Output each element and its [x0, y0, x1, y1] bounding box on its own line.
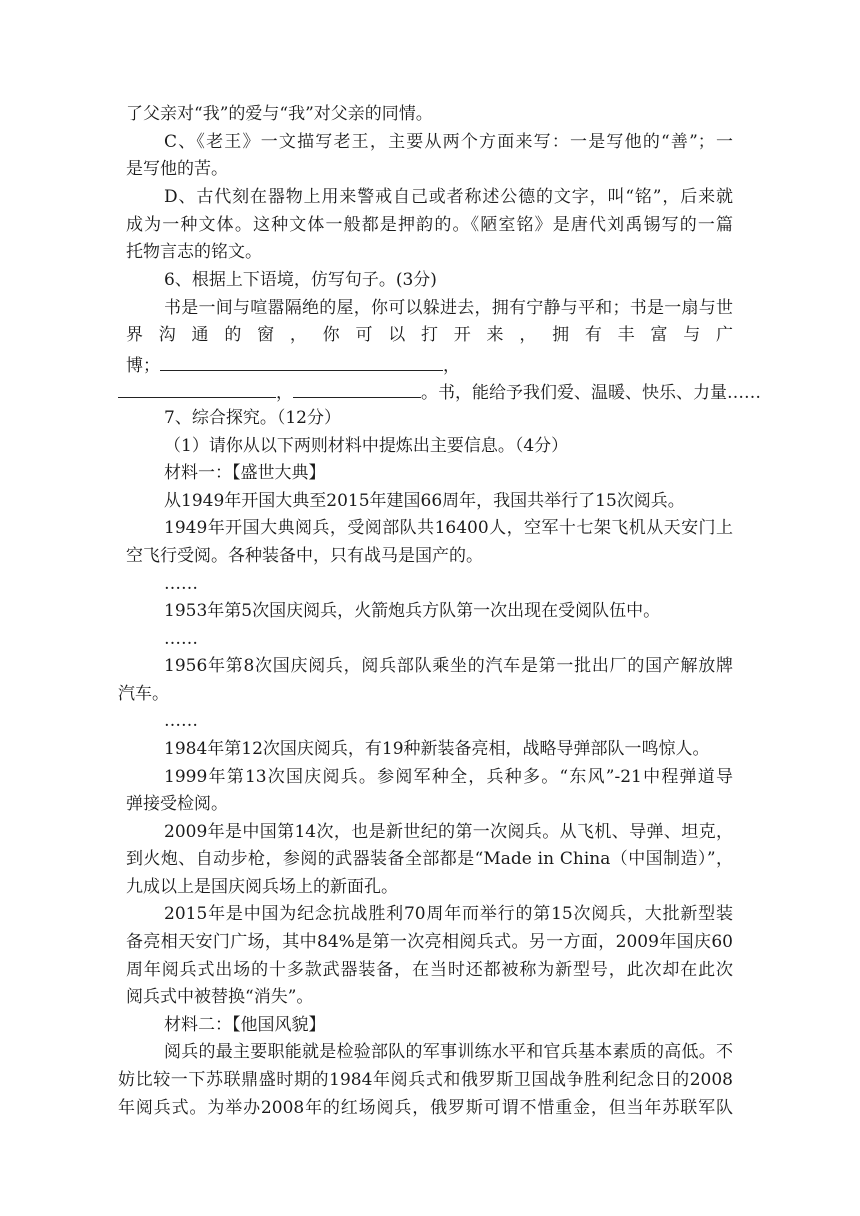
text-line: 是写他的苦。 [126, 159, 228, 179]
question-6-prompt: 界沟通的窗，你可以打开来，拥有丰富与广 [126, 325, 733, 345]
text-line: 九成以上是国庆阅兵场上的新面孔。 [126, 877, 398, 897]
question-7-sub1: （1）请你从以下两则材料中提炼出主要信息。（4分） [164, 436, 569, 456]
text-line: 阅兵的最主要职能就是检验部队的军事训练水平和官兵基本素质的高低。不 [164, 1042, 733, 1062]
answer-line [118, 379, 761, 404]
option-c-line: C、《老王》一文描写老王，主要从两个方面来写：一是写他的“善”；一 [164, 132, 733, 152]
question-6-heading: 6、根据上下语境，仿写句子。(3分) [164, 270, 437, 290]
text-line: 妨比较一下苏联鼎盛时期的1984年阅兵式和俄罗斯卫国战争胜利纪念日的2008 [118, 1070, 733, 1090]
text-line: 1984年第12次国庆阅兵，有19种新装备亮相，战略导弹部队一鸣惊人。 [164, 739, 710, 759]
text-line: 阅兵式中被替换“消失”。 [126, 987, 314, 1007]
text-line: 从1949年开国大典至2015年建国66周年，我国共举行了15次阅兵。 [164, 491, 685, 511]
text-line: 1953年第5次国庆阅兵，火箭炮兵方队第一次出现在受阅队伍中。 [164, 601, 661, 621]
text-line: 2015年是中国为纪念抗战胜利70周年而举行的第15次阅兵，大批新型装 [164, 904, 733, 924]
text-line: 了父亲对“我”的爱与“我”对父亲的同情。 [126, 104, 433, 124]
answer-blank[interactable] [293, 379, 421, 398]
question-7-heading: 7、综合探究。（12分） [164, 408, 341, 428]
text-line: 托物言志的铭文。 [126, 242, 262, 262]
ellipsis: …… [164, 574, 198, 594]
text-fragment: ， [443, 356, 460, 376]
text-fragment: ， [276, 383, 293, 403]
text-line: 成为一种文体。这种文体一般都是押韵的。《陋室铭》是唐代刘禹锡写的一篇 [126, 215, 733, 235]
text-line: 1949年开国大典阅兵，受阅部队共16400人，空军十七架飞机从天安门上 [164, 518, 733, 538]
ellipsis: …… [164, 711, 198, 731]
text-line: 周年阅兵式出场的十多款武器装备，在当时还都被称为新型号，此次却在此次 [126, 960, 733, 980]
question-6-prompt: 书是一间与喧嚣隔绝的屋，你可以躲进去，拥有宁静与平和；书是一扇与世 [164, 298, 733, 318]
text-fragment: 。书，能给予我们爱、温暖、快乐、力量…… [421, 383, 761, 403]
text-line: 1956年第8次国庆阅兵，阅兵部队乘坐的汽车是第一批出厂的国产解放牌 [164, 656, 733, 676]
text-line: 空飞行受阅。各种装备中，只有战马是国产的。 [126, 546, 483, 566]
option-d-line: D、古代刻在器物上用来警戒自己或者称述公德的文字，叫“铭”，后来就 [164, 187, 733, 207]
answer-line [126, 352, 460, 377]
text-line: 备亮相天安门广场，其中84%是第一次亮相阅兵式。另一方面，2009年国庆60 [126, 932, 733, 952]
text-fragment: 博； [126, 356, 160, 376]
text-line: 1999年第13次国庆阅兵。参阅军种全，兵种多。“东风”-21中程弹道导 [164, 767, 733, 787]
answer-blank[interactable] [160, 352, 443, 371]
text-line: 2009年是中国第14次，也是新世纪的第一次阅兵。从飞机、导弹、坦克， [164, 822, 733, 842]
material-1-title: 材料一：【盛世大典】 [164, 463, 326, 483]
text-line: 到火炮、自动步枪，参阅的武器装备全部都是“Made in China（中国制造）”， [126, 849, 733, 869]
text-line: 年阅兵式。为举办2008年的红场阅兵，俄罗斯可谓不惜重金，但当年苏联军队 [118, 1098, 733, 1118]
material-2-title: 材料二：【他国风貌】 [164, 1015, 326, 1035]
text-line: 汽车。 [118, 684, 169, 704]
text-line: 弹接受检阅。 [126, 794, 228, 814]
answer-blank[interactable] [118, 379, 276, 398]
ellipsis: …… [164, 629, 198, 649]
